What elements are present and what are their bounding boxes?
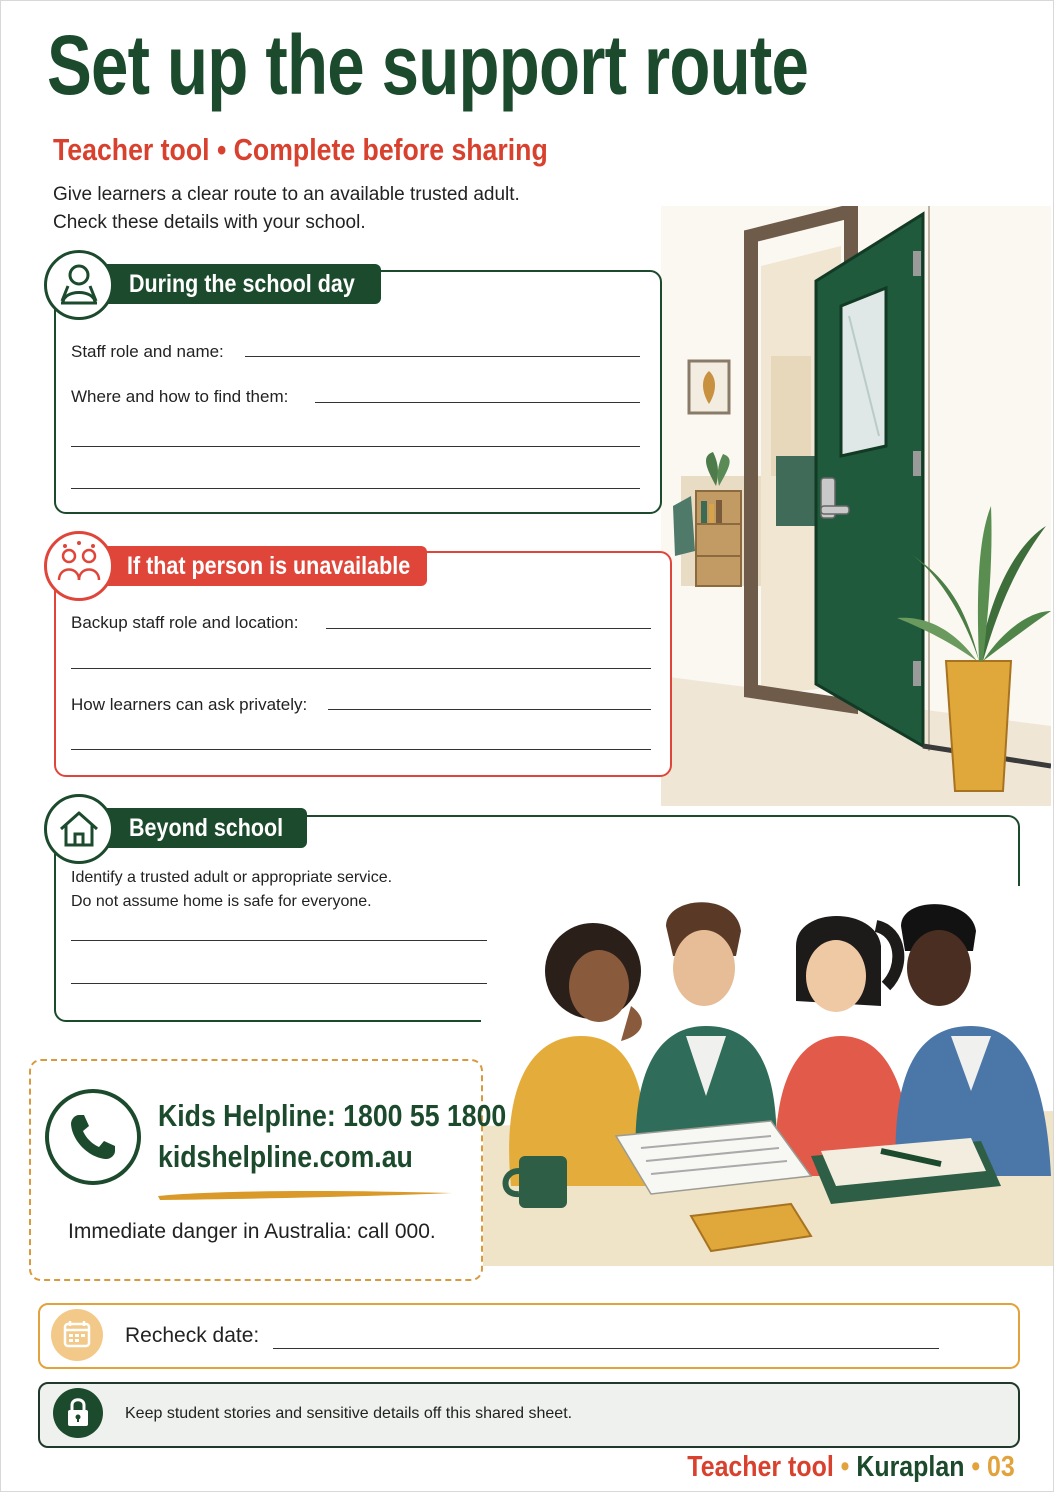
page-title: Set up the support route — [47, 18, 809, 112]
intro-line-1: Give learners a clear route to an available trusted adult. — [53, 184, 520, 205]
phone-icon — [45, 1089, 141, 1185]
recheck-label: Recheck date: — [125, 1324, 260, 1347]
field-ask-privately-line[interactable] — [328, 709, 651, 710]
field-find-them-label: Where and how to find them: — [71, 387, 289, 406]
students-illustration — [481, 886, 1053, 1266]
beyond-school-heading: Beyond school — [101, 808, 307, 848]
field-staff-role-line[interactable] — [245, 356, 640, 357]
unavailable-heading: If that person is unavailable — [99, 546, 427, 586]
field-find-them-line-3[interactable] — [71, 488, 640, 489]
field-staff-role-label: Staff role and name: — [71, 342, 224, 361]
footer-page-number: 03 — [987, 1451, 1015, 1483]
field-ask-privately-label: How learners can ask privately: — [71, 695, 308, 714]
group-icon — [44, 531, 114, 601]
footer-brand: Kuraplan — [856, 1451, 965, 1483]
field-backup-line[interactable] — [326, 628, 651, 629]
beyond-note-line-2: Do not assume home is safe for everyone. — [71, 893, 372, 910]
privacy-text: Keep student stories and sensitive details off this shared sheet. — [125, 1405, 573, 1422]
intro-text — [53, 181, 520, 237]
lock-icon — [53, 1388, 103, 1438]
field-find-them-line[interactable] — [315, 402, 640, 403]
beyond-school-note — [71, 866, 392, 914]
field-backup-line-2[interactable] — [71, 668, 651, 669]
footer — [688, 1451, 1015, 1484]
beyond-note-line-1: Identify a trusted adult or appropriate service. — [71, 869, 393, 886]
field-backup-label: Backup staff role and location: — [71, 613, 299, 632]
person-icon — [44, 250, 114, 320]
footer-separator-2: • — [971, 1451, 981, 1483]
school-day-heading: During the school day — [101, 264, 381, 304]
footer-teacher-tool: Teacher tool — [687, 1451, 834, 1483]
underline-brush-stroke — [156, 1187, 456, 1203]
helpline-phone[interactable]: Kids Helpline: 1800 55 1800 — [158, 1098, 507, 1133]
danger-notice: Immediate danger in Australia: call 000. — [68, 1220, 436, 1243]
footer-separator-1: • — [840, 1451, 850, 1483]
field-ask-privately-line-2[interactable] — [71, 749, 651, 750]
intro-line-2: Check these details with your school. — [53, 212, 366, 233]
field-find-them-line-2[interactable] — [71, 446, 640, 447]
open-door-illustration — [661, 206, 1051, 806]
home-icon — [44, 794, 114, 864]
helpline-website[interactable]: kidshelpline.com.au — [158, 1139, 413, 1174]
calendar-icon — [51, 1309, 103, 1361]
recheck-date-line[interactable] — [273, 1348, 939, 1349]
page-subtitle: Teacher tool • Complete before sharing — [53, 132, 548, 167]
beyond-line-1[interactable] — [71, 940, 487, 941]
beyond-line-2[interactable] — [71, 983, 487, 984]
